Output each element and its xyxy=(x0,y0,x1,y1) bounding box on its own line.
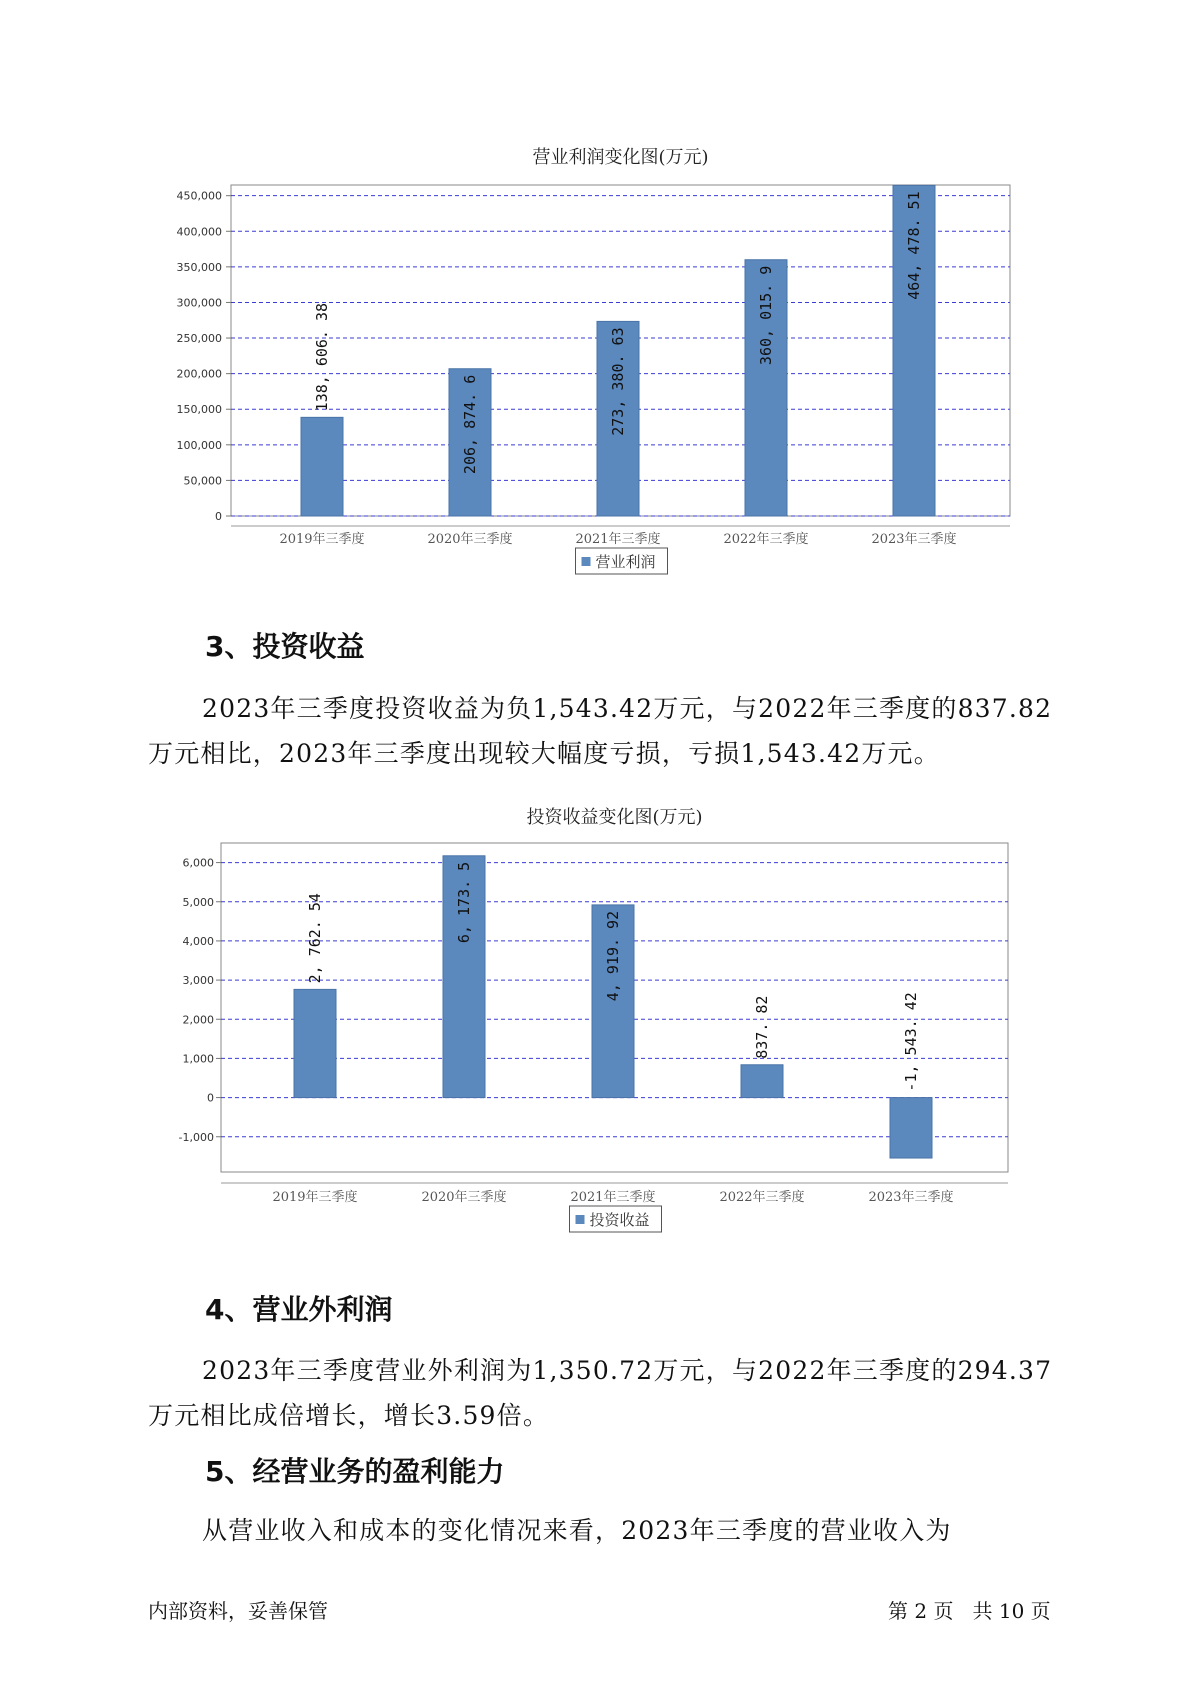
section-4-text: 2023年三季度营业外利润为1,350.72万元，与2022年三季度的294.37万元相比成倍增长，增长3.59倍。 xyxy=(148,1356,1053,1430)
legend-label: 投资收益 xyxy=(589,1211,650,1229)
x-category-label: 2023年三季度 xyxy=(871,532,957,547)
legend-label: 营业利润 xyxy=(595,553,656,571)
x-category-label: 2021年三季度 xyxy=(570,1190,656,1205)
bar-value-label: -1, 543. 42 xyxy=(902,992,920,1092)
bar xyxy=(741,1065,783,1098)
y-tick-label: 1,000 xyxy=(182,1052,214,1066)
bar-value-label: 206, 874. 6 xyxy=(461,374,479,475)
x-category-label: 2019年三季度 xyxy=(279,532,365,547)
bar-value-label: 464, 478. 51 xyxy=(905,191,923,300)
y-tick-label: 5,000 xyxy=(182,895,214,909)
y-tick-label: 350,000 xyxy=(176,260,222,274)
y-tick-label: 450,000 xyxy=(176,189,222,203)
y-tick-label: 250,000 xyxy=(176,332,222,346)
section-5-text: 从营业收入和成本的变化情况来看，2023年三季度的营业收入为 xyxy=(202,1516,952,1545)
y-tick-label: 2,000 xyxy=(182,1013,214,1027)
bar xyxy=(294,989,336,1097)
legend-swatch xyxy=(576,1215,585,1224)
y-tick-label: 0 xyxy=(207,1091,214,1105)
y-tick-label: 0 xyxy=(215,510,222,523)
bar-value-label: 837. 82 xyxy=(753,995,771,1059)
y-tick-label: 50,000 xyxy=(183,474,222,488)
y-tick-label: 400,000 xyxy=(176,225,222,239)
y-tick-label: 300,000 xyxy=(176,296,222,310)
section-3-text: 2023年三季度投资收益为负1,543.42万元，与2022年三季度的837.82万元相比，2023年三季度出现较大幅度亏损，亏损1,543.42万元。 xyxy=(148,694,1053,768)
section-3-heading: 3、投资收益 xyxy=(205,630,365,663)
x-category-label: 2019年三季度 xyxy=(272,1190,358,1205)
chart-title: 投资收益变化图(万元) xyxy=(526,807,703,828)
x-category-label: 2022年三季度 xyxy=(719,1190,805,1205)
bar-value-label: 360, 015. 9 xyxy=(757,265,775,366)
x-category-label: 2023年三季度 xyxy=(868,1190,954,1205)
x-category-label: 2021年三季度 xyxy=(575,532,661,547)
bar-value-label: 2, 762. 54 xyxy=(306,893,324,984)
y-tick-label: 200,000 xyxy=(176,367,222,381)
bar-value-label: 4, 919. 92 xyxy=(604,910,622,1002)
bar-value-label: 273, 380. 63 xyxy=(609,327,627,436)
section-5-paragraph xyxy=(148,1508,1068,1553)
footer-page-number: 第 2 页 共 10 页 xyxy=(888,1599,1051,1623)
section-4-heading: 4、营业外利润 xyxy=(205,1293,393,1326)
footer-confidential-note: 内部资料，妥善保管 xyxy=(148,1599,328,1623)
y-tick-label: 150,000 xyxy=(176,403,222,417)
x-category-label: 2022年三季度 xyxy=(723,532,809,547)
y-tick-label: 100,000 xyxy=(176,438,222,452)
chart-title: 营业利润变化图(万元) xyxy=(532,147,709,168)
bar xyxy=(890,1098,932,1158)
section-4-paragraph xyxy=(148,1348,1068,1438)
y-tick-label: 6,000 xyxy=(182,856,214,870)
x-category-label: 2020年三季度 xyxy=(427,532,513,547)
y-tick-label: 4,000 xyxy=(182,934,214,948)
bar-value-label: 138, 606. 38 xyxy=(313,302,331,412)
y-tick-label: -1,000 xyxy=(178,1130,214,1144)
section-5-heading: 5、经营业务的盈利能力 xyxy=(205,1455,505,1488)
y-tick-label: 3,000 xyxy=(182,974,214,988)
bar-value-label: 6, 173. 5 xyxy=(455,861,473,944)
x-category-label: 2020年三季度 xyxy=(421,1190,507,1205)
